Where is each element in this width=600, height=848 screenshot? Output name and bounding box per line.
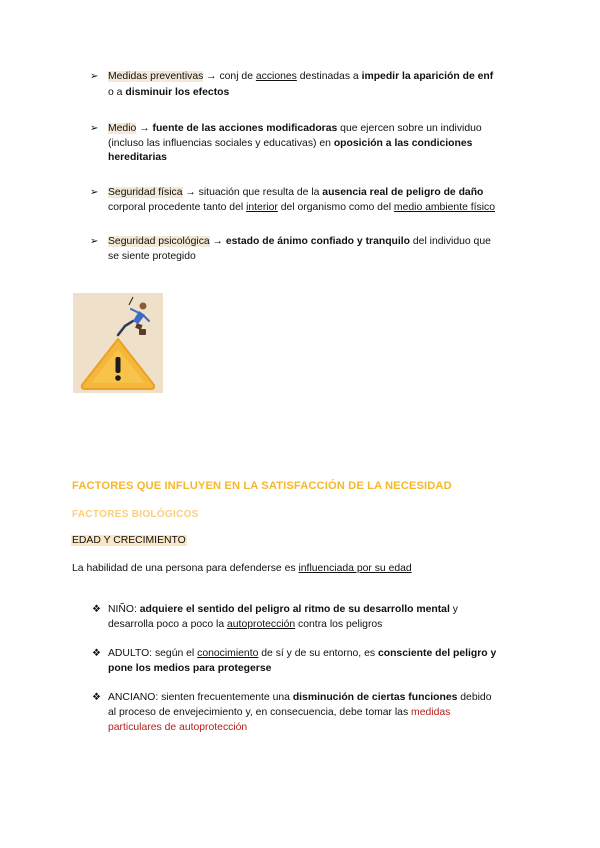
text-run: contra los peligros [295,619,383,630]
text-run: que ejercen sobre un individuo [337,123,482,134]
def-line [108,122,482,137]
def-line [108,86,229,101]
text-run: autoprotección [227,619,296,630]
text-run: o a [108,87,126,98]
text-run: se siente protegido [108,251,196,262]
text-run: interior [246,202,278,213]
text-run: particulares de autoprotección [108,722,248,733]
age-line [108,721,247,736]
def-line [108,250,196,265]
text-run: → [209,236,226,247]
text-run: (incluso las influencias sociales y educativas) en [108,138,334,149]
text-run: Seguridad física [108,187,183,198]
age-line [108,662,271,677]
arrow-bullet-icon: ➢ [90,236,99,247]
text-run: del organismo como del [277,202,394,213]
text-run: desarrolla poco a poco la [108,619,227,630]
arrow-bullet-icon: ➢ [90,71,99,82]
text-run: y [449,604,458,615]
text-run: La habilidad de una persona para defenderse es [72,563,299,574]
age-line [108,691,491,706]
def-line [108,201,495,216]
text-run: adquiere el sentido del peligro al ritmo de su desarrollo mental [139,604,450,615]
diamond-bullet-icon: ❖ [92,648,101,659]
text-run: fuente de las acciones modificadoras [152,123,338,134]
def-line [108,186,483,201]
age-line [108,706,450,721]
text-run: → conj de [203,71,256,82]
text-run: disminuir los efectos [125,87,230,98]
text-run: ANCIANO: sienten frecuentemente una [108,692,293,703]
text-run: consciente del peligro y [377,648,497,659]
arrow-bullet-icon: ➢ [90,187,99,198]
warning-sign-icon [73,293,163,393]
text-run: hereditarias [108,152,167,163]
text-run: del individuo que [410,236,491,247]
text-run: → situación que resulta de la [182,187,323,198]
text-run: medidas [411,707,451,718]
text-run: → [136,123,153,134]
def-line [108,137,472,152]
text-run: disminución de ciertas funciones [292,692,458,703]
sub-heading: FACTORES BIOLÓGICOS [72,509,199,520]
def-line [108,235,491,250]
def-line [108,70,493,85]
text-run: impedir la aparición de enf [361,71,494,82]
text-run: ADULTO: según el [108,648,198,659]
diamond-bullet-icon: ❖ [92,604,101,615]
intro-paragraph [72,562,412,577]
text-run: conocimiento [197,648,259,659]
text-run: influenciada por su edad [298,563,412,574]
text-run: NIÑO: [108,604,140,615]
text-run: debido [457,692,492,703]
diamond-bullet-icon: ❖ [92,692,101,703]
text-run: de sí y de su entorno, es [258,648,378,659]
falling-man-warning-illustration [73,293,163,393]
text-run: Medio [108,123,137,134]
arrow-bullet-icon: ➢ [90,123,99,134]
age-line [108,603,458,618]
section-heading: EDAD Y CRECIMIENTO [72,535,186,546]
text-run: al proceso de envejecimiento y, en consecuencia, debe tomar las [108,707,412,718]
text-run: medio ambiente físico [393,202,495,213]
text-run: corporal procedente tanto del [108,202,247,213]
text-run: acciones [255,71,297,82]
text-run: pone los medios para protegerse [108,663,272,674]
text-run: estado de ánimo confiado y tranquilo [225,236,411,247]
text-run: Medidas preventivas [108,71,204,82]
text-run: destinadas a [296,71,362,82]
text-run: Seguridad psicológica [108,236,210,247]
age-line [108,618,382,633]
main-heading: FACTORES QUE INFLUYEN EN LA SATISFACCIÓN DE LA NECESIDAD [72,480,452,492]
text-run: oposición a las condiciones [333,138,473,149]
age-line [108,647,496,662]
def-line [108,151,167,166]
text-run: ausencia real de peligro de daño [322,187,484,198]
